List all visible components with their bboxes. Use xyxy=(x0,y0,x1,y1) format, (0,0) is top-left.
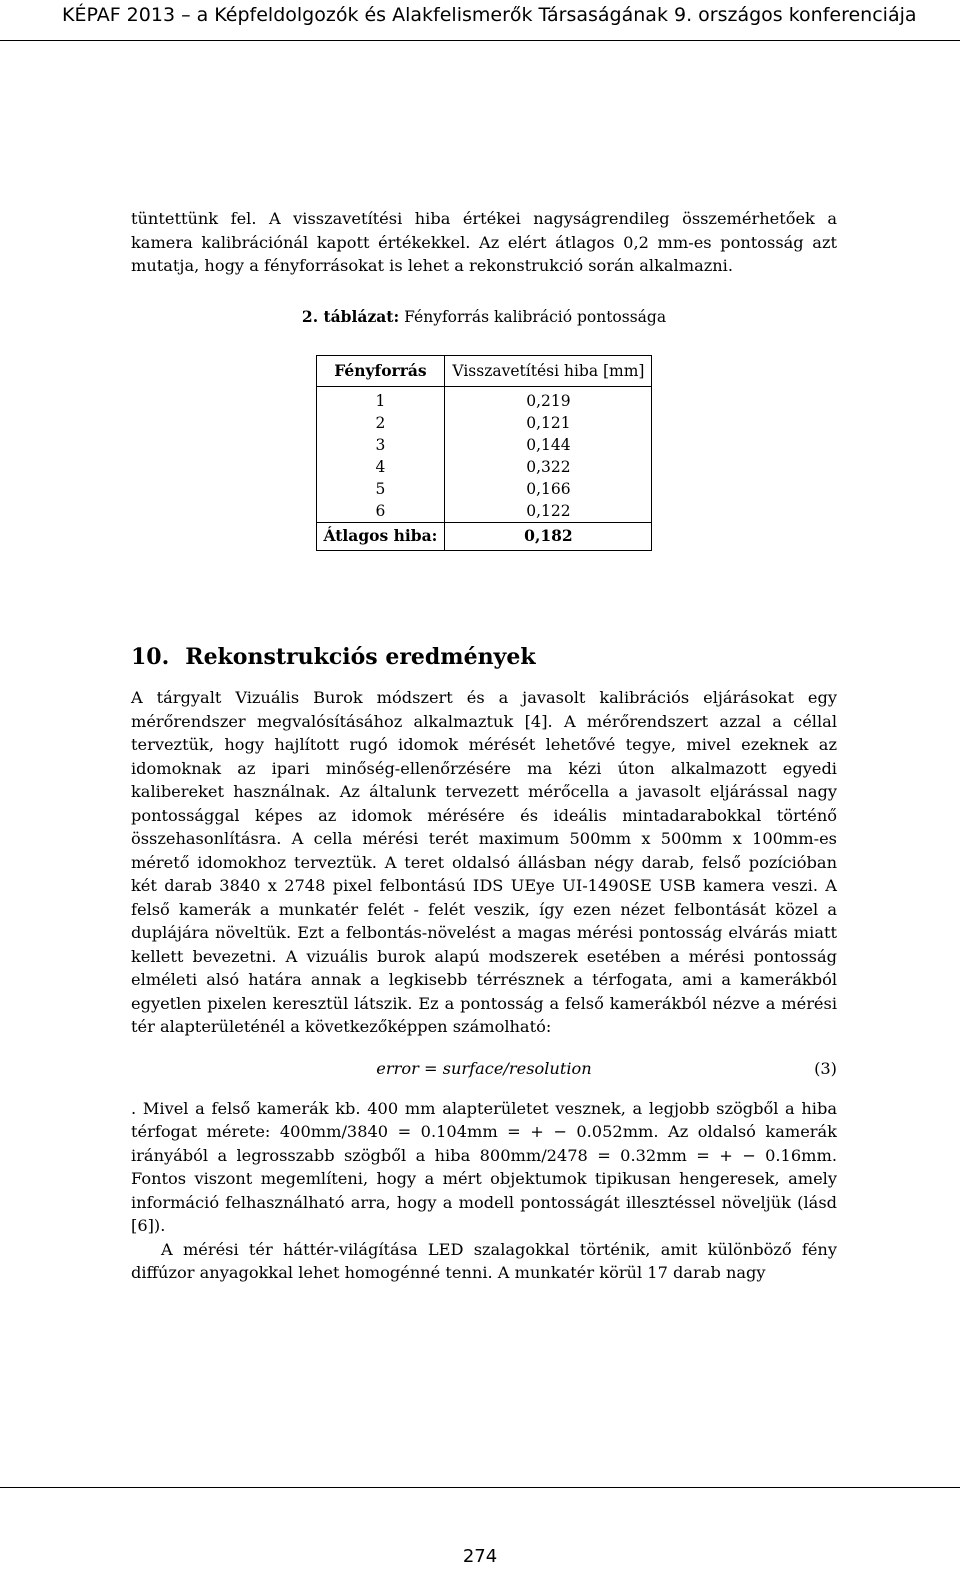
cell-source: 3 xyxy=(316,434,445,456)
conference-title: KÉPAF 2013 – a Képfeldolgozók és Alakfelismerők Társaságának 9. országos konferenciája xyxy=(62,4,917,26)
section-paragraph-2: . Mivel a felső kamerák kb. 400 mm alapterületet vesznek, a legjobb szögből a hiba térfogat mérete: 400mm/3840 = 0.104mm = + − 0.052mm. Az oldalsó kamerák irányából a legrosszabb szögből a hiba 800mm/2478 = 0.32mm = + − 0.16mm. Fontos viszont megemlíteni, hogy a mért objektumok tipikusan hengeresek, amely információ felhasználható arra, hogy a modell pontosságát illesztéssel növeljük (lásd [6]). xyxy=(131,1098,837,1235)
table-row xyxy=(316,412,652,434)
intro-paragraph: tüntettünk fel. A visszavetítési hiba értékei nagyságrendileg összemérhetőek a kamera kalibrációnál kapott értékekkel. Az elért átlagos 0,2 mm-es pontosság azt mutatja, hogy a fényforrásokat is lehet a rekonstrukció során alkalmazni. xyxy=(131,209,837,275)
footer-rule xyxy=(0,1487,960,1488)
cell-source: 6 xyxy=(316,500,445,523)
equation xyxy=(131,1047,837,1091)
table-caption-text: Fényforrás kalibráció pontossága xyxy=(404,307,667,326)
header-light-source: Fényforrás xyxy=(316,356,445,387)
running-header xyxy=(0,0,960,41)
cell-source: 5 xyxy=(316,478,445,500)
table-caption-label: 2. táblázat: xyxy=(301,306,400,326)
cell-error: 0,122 xyxy=(445,500,652,523)
cell-source: 1 xyxy=(316,387,445,413)
table-row xyxy=(316,456,652,478)
table-row xyxy=(316,478,652,500)
table-row xyxy=(316,434,652,456)
cell-error: 0,166 xyxy=(445,478,652,500)
cell-error: 0,322 xyxy=(445,456,652,478)
equation-number: (3) xyxy=(814,1058,837,1078)
table-header-row xyxy=(316,356,652,387)
table-caption xyxy=(131,305,837,330)
average-error-value: 0,182 xyxy=(445,523,652,551)
page-number: 274 xyxy=(462,1546,498,1567)
page-content xyxy=(131,207,837,1285)
section-heading xyxy=(131,643,837,671)
section-paragraph-3: A mérési tér háttér-világítása LED szalagokkal történik, amit különböző fény diffúzor anyagokkal lehet homogénné tenni. A munkatér körül 17 darab nagy xyxy=(131,1239,837,1282)
table-footer-row xyxy=(316,523,652,551)
header-reprojection-error: Visszavetítési hiba [mm] xyxy=(445,356,652,387)
table-row xyxy=(316,387,652,413)
cell-source: 4 xyxy=(316,456,445,478)
cell-error: 0,121 xyxy=(445,412,652,434)
section-number: 10. xyxy=(131,644,170,670)
cell-error: 0,144 xyxy=(445,434,652,456)
cell-error: 0,219 xyxy=(445,387,652,413)
average-error-label: Átlagos hiba: xyxy=(316,523,445,551)
table-row xyxy=(316,500,652,523)
section-paragraph-1: A tárgyalt Vizuális Burok módszert és a javasolt kalibrációs eljárásokat egy mérőrendszer megvalósításához alkalmaztuk [4]. A mérőrendszert azzal a céllal terveztük, hogy hajlított rugó idomok mérését lehetővé tegye, mivel ezeknek az idomoknak az ipari minőség-ellenőrzésére ma kézi úton alkalmazott egyedi kalibereket használnak. Az általunk tervezett mérőcella a javasolt eljárással nagy pontossággal képes az idomok mérésére és ideális mintadarabokkal történő összehasonlításra. A cella mérési terét maximum 500mm x 500mm x 100mm-es mérető idomokhoz terveztük. A teret oldalsó állásban négy darab, felső pozícióban két darab 3840 x 2748 pixel felbontású IDS UEye UI-1490SE USB kamera veszi. A felső kamerák a munkatér felét - felét veszik, így ezen nézet felbontását közel a duplájára növeltük. Ezt a felbontás-növelést a magas mérési pontosság elvárás miatt kellett bevezetni. A vizuális burok alapú modszerek esetében a mérési pontosság elméleti alsó határa annak a legkisebb térrésznek a térfogata, ami a kamerákból egyetlen pixelen keresztül látszik. Ez a pontosság a felső kamerákból nézve a mérési tér alapterületénél a következőképpen számolható: xyxy=(131,688,837,1036)
calibration-table xyxy=(316,355,653,551)
cell-source: 2 xyxy=(316,412,445,434)
equation-expression: error = surface/resolution xyxy=(376,1058,592,1078)
section-title: Rekonstrukciós eredmények xyxy=(185,644,536,670)
